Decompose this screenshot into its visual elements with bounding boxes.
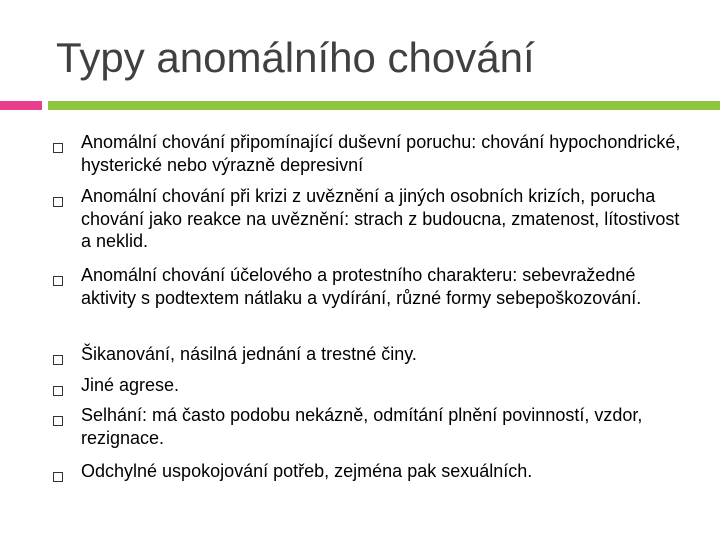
bullet-text: Anomální chování účelového a protestního charakteru: sebevražedné aktivity s podtextem nátlaku a vydírání, různé formy sebepoškozování. xyxy=(81,265,642,308)
slide-title: Typy anomálního chování xyxy=(56,34,535,81)
bullet-text: Anomální chování připomínající duševní poruchu: chování hypochondrické, hysterické nebo výrazně depresivní xyxy=(81,132,681,175)
bullet-text: Šikanování, násilná jednání a trestné činy. xyxy=(81,344,417,364)
accent-bar-pink xyxy=(0,101,42,110)
square-outline-icon xyxy=(53,355,63,365)
bullet-text: Jiné agrese. xyxy=(81,375,180,395)
bullet-text: Anomální chování při krizi z uvěznění a jiných osobních krizích, porucha chování jako reakce na uvěznění: strach z budoucna, zmatenost, lítostivost a neklid. xyxy=(81,186,680,251)
square-outline-icon xyxy=(53,386,63,396)
square-outline-icon xyxy=(53,197,63,207)
bullet-text: Selhání: má často podobu nekázně, odmítání plnění povinností, vzdor, rezignace. xyxy=(81,405,643,448)
square-outline-icon xyxy=(53,143,63,153)
accent-bar-green xyxy=(48,101,720,110)
bullet-text: Odchylné uspokojování potřeb, zejména pak sexuálních. xyxy=(81,461,533,481)
square-outline-icon xyxy=(53,472,63,482)
square-outline-icon xyxy=(53,416,63,426)
square-outline-icon xyxy=(53,276,63,286)
